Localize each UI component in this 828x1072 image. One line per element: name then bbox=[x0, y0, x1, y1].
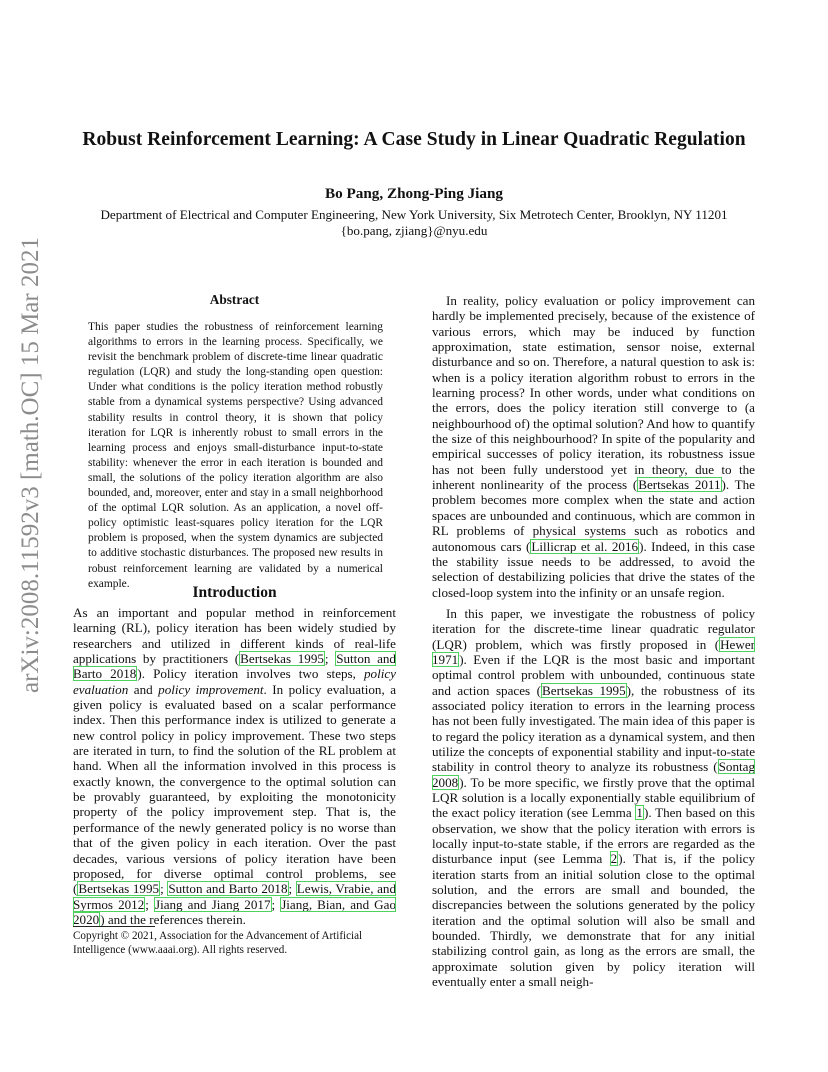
text-run: As an important and popular method in reinforcement learning (RL), policy iteration has been widely studied by researchers and utilized in different kinds of real-life applications by practitioners ( bbox=[73, 605, 396, 667]
text-run: ; bbox=[324, 651, 336, 667]
citation-link[interactable]: Hewer 1971 bbox=[432, 636, 755, 667]
citation-link[interactable]: Jiang, Bian, and Gao 2020 bbox=[73, 896, 396, 927]
arxiv-identifier: arXiv:2008.11592v3 [math.OC] 15 Mar 2021 bbox=[17, 237, 44, 693]
citation-link[interactable]: Sontag 2008 bbox=[432, 759, 755, 790]
text-run: In this paper, we investigate the robustness of policy iteration for the discrete-time linear quadratic regulator (LQR) problem, which was firstly proposed in ( bbox=[432, 605, 755, 652]
abstract-heading: Abstract bbox=[209, 292, 260, 307]
text-run: ; bbox=[160, 881, 168, 897]
text-run: ). Policy iteration involves two steps, bbox=[137, 666, 364, 682]
text-run: ). That is, if the policy iteration starts from an initial solution close to the optimal solution, and the errors are small and bounded, the discrepancies between the solutions generated by the policy iteration and the optimal solution will also be small and bounded. Thirdly, we demonstrate that for any initial stabilizing control gain, as long as the errors are small, the approximate solution given by policy iteration will eventually enter a small neigh- bbox=[432, 851, 755, 990]
text-run: . In policy evaluation, a given policy is evaluated based on a scalar performance index. Then this performance index is utilized to generate a new control policy in policy improvement. These two steps are iterated in turn, to find the solution of the RL problem at hand. When all the information involved in this process is exactly known, the convergence to the optimal solution can be provably guaranteed, by exploiting the monotonicity property of the policy improvement step. That is, the performance of the newly generated policy is no worse than that of the given policy in each iteration. Over the past decades, various versions of policy iteration have been proposed, for diverse optimal control problems, see ( bbox=[73, 681, 397, 897]
citation-link[interactable]: Sutton and Barto 2018 bbox=[73, 651, 396, 682]
citation-link[interactable]: Jiang and Jiang 2017 bbox=[154, 896, 271, 912]
introduction-paragraph-1 bbox=[73, 605, 396, 927]
emphasis-text: policy improvement bbox=[158, 681, 264, 697]
text-run: ). The problem becomes more complex when the state and action spaces are unbounded and continuous, which are common in RL problems of physical systems such as robotics and autonomous cars ( bbox=[432, 477, 755, 554]
abstract-text: This paper studies the robustness of reinforcement learning algorithms to errors in the learning process. Specifically, we revisit the benchmark problem of discrete-time linear quadratic regulation (LQR) and study the long-standing open question: Under what conditions is the policy iteration method robustly stable from a dynamical systems perspective? Using advanced stability results in control theory, it is shown that policy iteration for LQR is inherently robust to small errors in the learning process and enjoys small-disturbance input-to-state stability: whenever the error in each iteration is bounded and small, the solutions of the policy iteration algorithm are also bounded, and, moreover, enter and stay in a small neighborhood of the optimal LQR solution. As an application, a novel off-policy optimistic least-squares policy iteration for the LQR problem is proposed, when the system dynamics are subjected to additive stochastic disturbances. The proposed new results in robust reinforcement learning are validated by a numerical example. bbox=[88, 321, 383, 590]
text-run: ). Then based on this observation, we show that the policy iteration with errors is locally input-to-state stable, if the errors are regarded as the disturbance input (see Lemma bbox=[432, 805, 755, 867]
text-run: ; bbox=[288, 881, 296, 897]
copyright-footnote bbox=[73, 929, 396, 957]
introduction-paragraph-2 bbox=[432, 293, 755, 600]
text-run: ). Indeed, in this case the stability issue needs to be addressed, to avoid the selection of destabilizing policies that drive the states of the closed-loop system into the infinity or an unsafe region. bbox=[432, 538, 755, 600]
text-run: In reality, policy evaluation or policy improvement can hardly be implemented precisely, because of the existence of various errors, which may be induced by function approximation, state estimation, sensor noise, external disturbance and so on. Therefore, a natural question to ask is: when is a policy iteration algorithm robust to errors in the learning process? In other words, under what conditions on the errors, does the policy iteration still converge to (a neighbourhood of) the optimal solution? And how to quantify the size of this neighbourhood? In spite of the popularity and empirical successes of policy iteration, its robustness issue has not been fully understood yet in theory, due to the inherent nonlinearity of the process ( bbox=[432, 293, 755, 493]
citation-link[interactable]: Lewis, Vrabie, and Syrmos 2012 bbox=[73, 881, 397, 912]
citation-link[interactable]: Sutton and Barto 2018 bbox=[168, 881, 288, 897]
citation-link[interactable]: Bertsekas 1995 bbox=[240, 651, 324, 667]
text-run: ) and the references therein. bbox=[100, 911, 246, 927]
paper-affiliation-block bbox=[40, 207, 788, 238]
text-run: ). Even if the LQR is the most basic and important optimal control problem with unbounded, continuous state and action spaces ( bbox=[432, 651, 755, 698]
paper-title: Robust Reinforcement Learning: A Case Study in Linear Quadratic Regulation bbox=[82, 129, 746, 150]
affiliation-line: Department of Electrical and Computer Engineering, New York University, Six Metrotech Center, Brooklyn, NY 11201 bbox=[100, 207, 728, 222]
paper-authors: Bo Pang, Zhong-Ping Jiang bbox=[324, 185, 504, 202]
citation-link[interactable]: Bertsekas 2011 bbox=[638, 477, 721, 493]
footnote-divider bbox=[73, 926, 155, 927]
lemma-reference-link[interactable]: 1 bbox=[636, 805, 643, 821]
citation-link[interactable]: Bertsekas 1995 bbox=[542, 682, 626, 698]
citation-link[interactable]: Bertsekas 1995 bbox=[78, 881, 160, 897]
text-run: ), the robustness of its associated policy iteration to errors in the learning process has not been fully investigated. The main idea of this paper is to regard the policy iteration as a dynamical system, and then utilize the concepts of exponential stability and input-to-state stability in control theory to analyze its robustness ( bbox=[432, 682, 755, 775]
lemma-reference-link[interactable]: 2 bbox=[610, 851, 618, 867]
emphasis-text: policy evaluation bbox=[73, 666, 396, 697]
footnote-line: Intelligence (www.aaai.org). All rights reserved. bbox=[73, 944, 288, 956]
introduction-paragraph-3 bbox=[432, 606, 755, 990]
text-run: ). To be more specific, we firstly prove that the optimal LQR solution is a locally exponentially stable equilibrium of the exact policy iteration (see Lemma bbox=[432, 774, 755, 821]
text-run: ; bbox=[145, 896, 154, 912]
text-run: and bbox=[128, 681, 159, 697]
arxiv-sidebar bbox=[13, 237, 49, 693]
right-column bbox=[432, 293, 755, 989]
citation-link[interactable]: Lillicrap et al. 2016 bbox=[531, 538, 639, 554]
author-emails: {bo.pang, zjiang}@nyu.edu bbox=[340, 222, 488, 238]
footnote-line: Copyright © 2021, Association for the Advancement of Artificial bbox=[73, 930, 363, 942]
introduction-heading: Introduction bbox=[192, 584, 277, 601]
text-run: ; bbox=[271, 896, 281, 912]
